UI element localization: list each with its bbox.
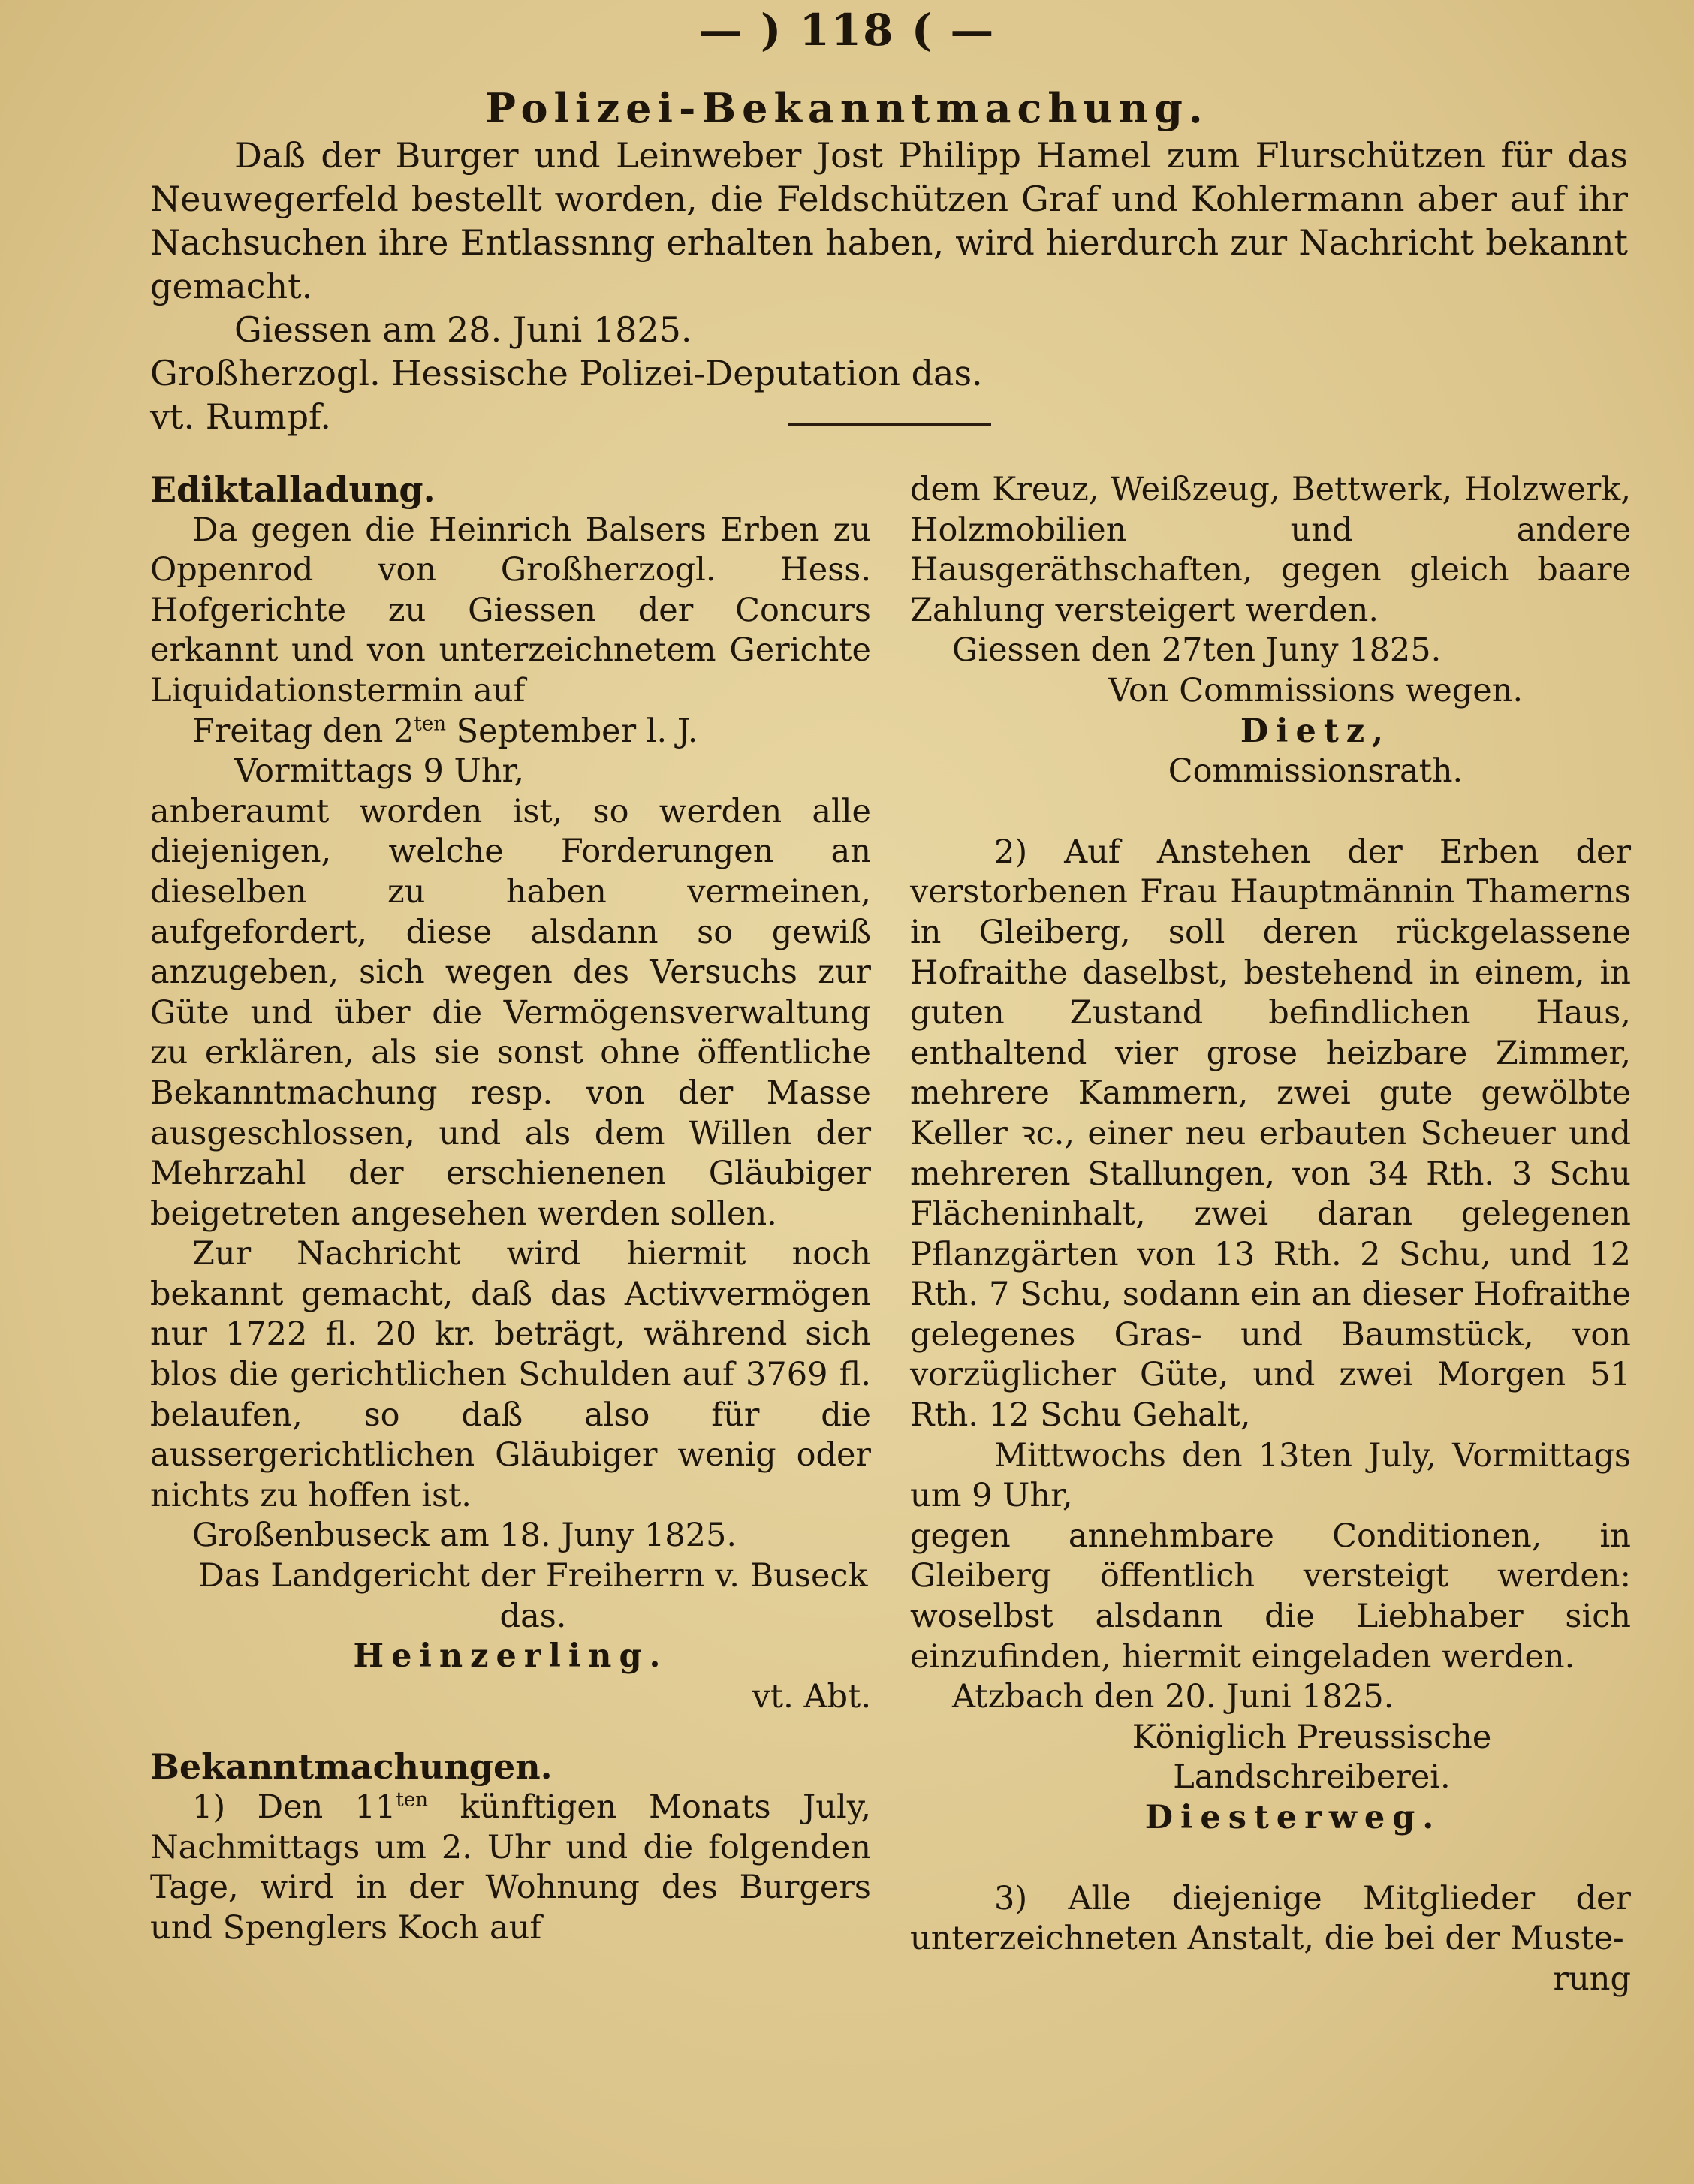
announcement-2-dateline: Atzbach den 20. Juni 1825. (952, 1678, 1394, 1716)
announcement-1-pre: 1) Den 11 (192, 1788, 396, 1826)
announcement-1-dateline: Giessen den 27ten Juny 1825. (952, 631, 1442, 670)
police-notice-dateline: Giessen am 28. Juni 1825. (234, 309, 692, 350)
catchword: rung (1553, 1960, 1631, 1998)
police-notice (150, 134, 1628, 438)
police-notice-body: Daß der Burger und Leinweber Jost Philipp Hamel zum Flurschützen für das Neuwegerfeld bestellt worden, die Feldschützen Graf und Kohlermann aber auf ihr Nachsuchen ihre Entlassnng erhalten haben, wird hierdurch zur Nachricht bekannt gemacht. (150, 135, 1628, 306)
police-notice-authority: Großherzogl. Hessische Polizei-Deputation das. (150, 353, 983, 393)
announcement-2-signature: Diesterweg. (1144, 1799, 1442, 1836)
edict-intro: Da gegen die Heinrich Balsers Erben zu Oppenrod von Großherzogl. Hess. Hofgerichte zu Giessen der Concurs erkannt und von unterzeichnetem Gerichte Liquidationstermin auf (150, 511, 871, 709)
section-divider (788, 423, 991, 426)
announcement-1-continued: dem Kreuz, Weißzeug, Bettwerk, Holzwerk, Holzmobilien und andere Hausgeräthschaften, gegen gleich baare Zahlung versteigert werden. (910, 471, 1631, 629)
edict-court: Das Landgericht der Freiherrn v. Buseck das. (198, 1557, 868, 1635)
page-number: — ) 118 ( — (698, 5, 996, 56)
left-column (150, 470, 871, 1948)
edict-note: Zur Nachricht wird hiermit noch bekannt gemacht, daß das Activvermögen nur 1722 fl. 20 kr. beträgt, während sich blos die gerichtlichen Schulden auf 3769 fl. belaufen, so daß also für die aussergerichtlichen Gläubiger wenig oder nichts zu hoffen ist. (150, 1235, 871, 1514)
announcement-1-post: künftigen Monats July, Nachmittags um 2. Uhr und die folgenden Tage, wird in der Wohnung des Burgers und Spenglers Koch auf (150, 1788, 871, 1947)
edict-body: anberaumt worden ist, so werden alle diejenigen, welche Forderungen an dieselben zu haben vermeinen, aufgefordert, diese alsdann so gewiß anzugeben, sich wegen des Versuchs zur Güte und über die Vermögensverwaltung zu erklären, als sie sonst ohne öffentliche Bekanntmachung resp. von der Masse ausgeschlossen, und als dem Willen der Mehrzahl der erschienenen Gläubiger beigetreten angesehen werden sollen. (150, 792, 871, 1233)
edict-dateline: Großenbuseck am 18. Juny 1825. (192, 1517, 737, 1555)
edict-date-post: September l. J. (446, 712, 698, 750)
edict-countersign: vt. Abt. (752, 1677, 871, 1716)
announcement-2: 2) Auf Anstehen der Erben der verstorbenen Frau Hauptmännin Thamerns in Gleiberg, soll deren rückgelassene Hofraithe daselbst, bestehend in einem, in guten Zustand befindlichen Haus, enthaltend vier grose heizbare Zimmer, mehrere Kammern, zwei gute gewölbte Keller ꝛc., einer neu erbauten Scheuer und mehreren Stallungen, von 34 Rth. 3 Schu Flächeninhalt, zwei daran gelegenen Pflanzgärten von 13 Rth. 2 Schu, und 12 Rth. 7 Schu, sodann ein an dieser Hofraithe gelegenes Gras- und Baumstück, von vorzüglicher Güte, und zwei Morgen 51 Rth. 12 Schu Gehalt, (910, 833, 1631, 1435)
right-column (910, 470, 1631, 1999)
edict-date-pre: Freitag den 2 (192, 712, 414, 750)
announcement-2-continued: gegen annehmbare Conditionen, in Gleiberg öffentlich versteigt werden: woselbst alsdann die Liebhaber sich einzufinden, hiermit eingeladen werden. (910, 1517, 1631, 1676)
announcement-1-signature: Dietz, (1240, 712, 1391, 750)
announcement-3: 3) Alle diejenige Mitglieder der unterzeichneten Anstalt, die bei der Muste- (910, 1879, 1631, 1958)
edict-date-line (150, 712, 871, 752)
police-notice-title: Polizei-Bekanntmachung. (485, 84, 1209, 132)
edict-signature: Heinzerling. (353, 1637, 668, 1676)
announcements-title: Bekanntmachungen. (150, 1746, 553, 1788)
announcement-1 (150, 1788, 871, 1948)
spacer (910, 1839, 1631, 1879)
spacer (910, 792, 1631, 833)
announcement-1-sup: ten (396, 1788, 428, 1812)
announcement-2-date: Mittwochs den 13ten July, Vormittags um 9 Uhr, (910, 1436, 1631, 1515)
police-notice-signature: vt. Rumpf. (150, 396, 332, 437)
announcement-2-authority: Königlich Preussische Landschreiberei. (1132, 1718, 1492, 1797)
edict-time-line: Vormittags 9 Uhr, (234, 752, 524, 791)
edict-date-sup: ten (414, 712, 446, 736)
announcement-1-title: Commissionsrath. (1168, 752, 1463, 791)
edict-title: Ediktalladung. (150, 469, 436, 510)
announcement-1-authority: Von Commissions wegen. (1108, 671, 1524, 709)
spacer (150, 1717, 871, 1747)
